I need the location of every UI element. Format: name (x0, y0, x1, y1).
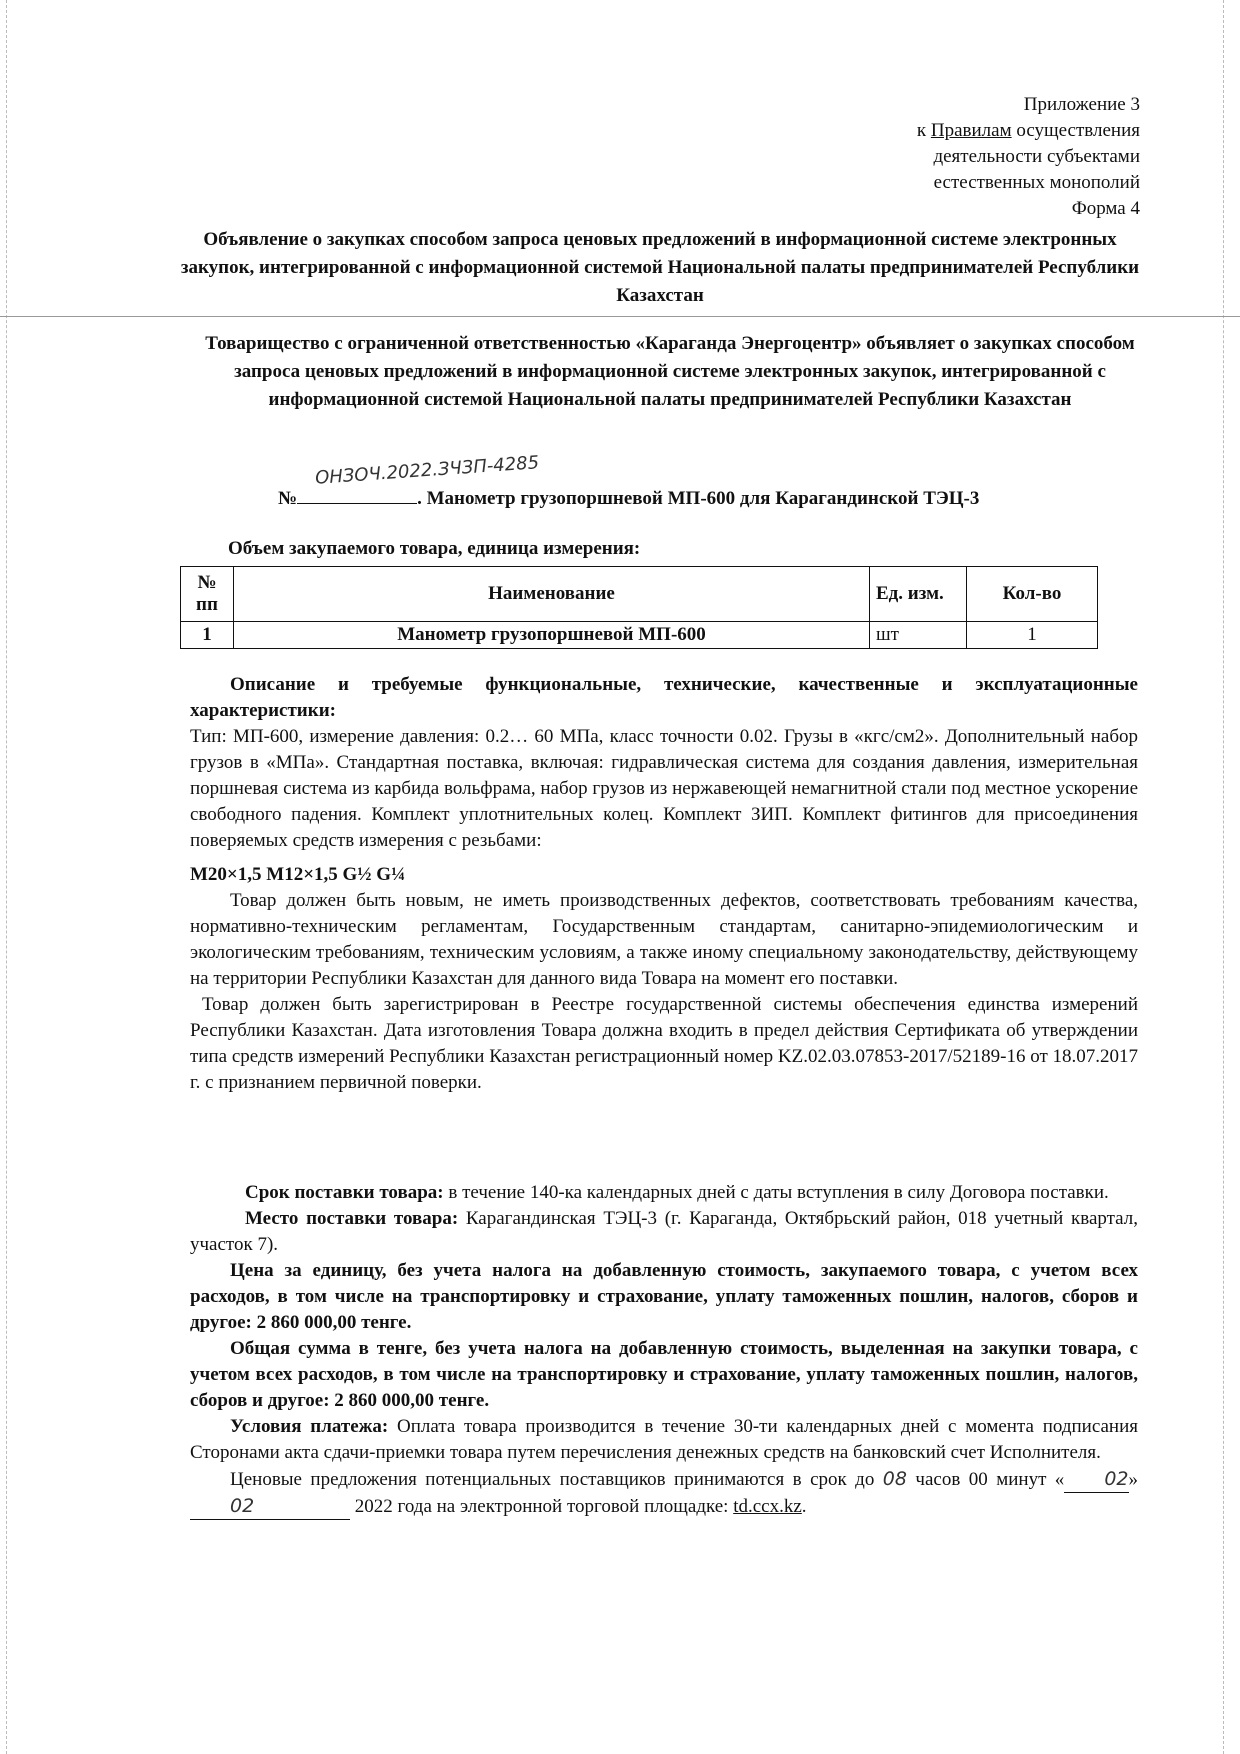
delivery-place-label: Место поставки товара: (245, 1208, 459, 1229)
form-number: Форма 4 (1071, 198, 1140, 219)
volume-heading: Объем закупаемого товара, единица измерения: (228, 538, 641, 559)
appendix-suffix: осуществления (1011, 120, 1140, 141)
payment-text: Оплата товара производится в течение 30-ти календарных дней с момента подписания Сторонами акта сдачи-приемки товара путем перечисления денежных средств на банковский счет Исполнителя. (190, 1416, 1138, 1463)
cell-name: Манометр грузопоршневой МП-600 (234, 622, 870, 649)
handwritten-lot-number: ОНЗОЧ.2022.ЗЧЗП-4285 (314, 452, 540, 489)
lot-number-blank (297, 485, 417, 504)
scan-fold-line (0, 316, 1240, 317)
header-quantity: Кол-во (967, 567, 1098, 622)
cell-unit: шт (870, 622, 967, 649)
payment-label: Условия платежа: (230, 1416, 389, 1437)
header-number: № пп (181, 567, 234, 622)
delivery-place-text: Карагандинская ТЭЦ-3 (г. Караганда, Октябрьский район, 018 учетный квартал, участок 7). (190, 1208, 1138, 1255)
appendix-line-2 (740, 118, 1140, 144)
cell-quantity: 1 (967, 622, 1098, 649)
appendix-line-4: естественных монополий (933, 172, 1140, 193)
scan-edge-left (6, 0, 9, 1754)
appendix-prefix: к (916, 120, 931, 141)
trading-platform-link[interactable]: td.ccx.kz (733, 1496, 802, 1517)
lot-number-label: № (278, 488, 298, 509)
lot-title: . Манометр грузопоршневой МП-600 для Карагандинской ТЭЦ-3 (417, 488, 980, 509)
appendix-line-1: Приложение 3 (1023, 94, 1140, 115)
deadline-part-2: часов 00 минут « (906, 1469, 1065, 1490)
thread-sizes: М20×1,5 М12×1,5 G½ G¼ (190, 864, 406, 885)
items-table (180, 566, 1098, 649)
delivery-place (190, 1206, 1138, 1258)
description-section (190, 672, 1138, 1096)
form-title: Объявление о закупках способом запроса ценовых предложений в информационной системе электронных закупок, интегрированной с информационной системой Национальной палаты предпринимателей Республики Казахстан (180, 229, 1140, 306)
delivery-term-text: в течение 140-ка календарных дней с даты вступления в силу Договора поставки. (443, 1182, 1109, 1203)
cell-number: 1 (181, 622, 234, 649)
deadline-part-4: 2022 года на электронной торговой площадке: (350, 1496, 734, 1517)
description-heading: Описание и требуемые функциональные, технические, качественные и эксплуатационные характеристики: (190, 674, 1138, 721)
deadline-month: 02 (190, 1493, 350, 1520)
delivery-term-label: Срок поставки товара: (245, 1182, 444, 1203)
company-announcement: Товарищество с ограниченной ответственностью «Караганда Энергоцентр» объявляет о закупках способом запроса ценовых предложений в информационной системе электронных закупок, интегрированной с информационной системой Национальной палаты предпринимателей Республики Казахстан (205, 333, 1135, 410)
header-unit: Ед. изм. (870, 567, 967, 622)
lot-title-line (278, 485, 1138, 512)
unit-price: Цена за единицу, без учета налога на добавленную стоимость, закупаемого товара, с учетом всех расходов, в том числе на транспортировку и страхование, уплату таможенных пошлин, налогов, сборов и другое: 2 860 000,00 тенге. (190, 1260, 1138, 1333)
header-name: Наименование (234, 567, 870, 622)
deadline-hour: 08 (882, 1468, 907, 1490)
delivery-term (190, 1180, 1138, 1206)
scan-edge-right (1223, 0, 1226, 1754)
description-text: Тип: МП-600, измерение давления: 0.2… 60 МПа, класс точности 0.02. Грузы в «кгс/см2». Дополнительный набор грузов в «МПа». Стандартная поставка, включая: гидравлическая система для создания давления, измерительная поршневая система из карбида вольфрама, набор грузов из нержавеющей немагнитной стали под местное ускорение свободного падения. Комплект уплотнительных колец. Комплект ЗИП. Комплект фитингов для присоединения поверяемых средств измерения с резьбами: (190, 726, 1138, 851)
appendix-line-3: деятельности субъектами (933, 146, 1140, 167)
submission-deadline (190, 1466, 1138, 1520)
deadline-part-5: . (801, 1496, 807, 1517)
deadline-part-3: » (1128, 1469, 1138, 1490)
rules-link[interactable]: Правилам (930, 120, 1012, 141)
quality-requirements: Товар должен быть новым, не иметь производственных дефектов, соответствовать требованиям качества, нормативно-техническим регламентам, Государственным стандартам, санитарно-эпидемиологическим и экологическим требованиям, техническим условиям, а также иному специальному законодательству, действующему на территории Республики Казахстан для данного вида Товара на момент его поставки. (190, 890, 1138, 989)
appendix-header (740, 92, 1140, 222)
payment-terms (190, 1414, 1138, 1466)
deadline-part-1: Ценовые предложения потенциальных поставщиков принимаются в срок до (230, 1469, 883, 1490)
table-row (181, 622, 1098, 649)
table-header-row (181, 567, 1098, 622)
terms-section (190, 1180, 1138, 1520)
registry-requirements: Товар должен быть зарегистрирован в Реестре государственной системы обеспечения единства измерений Республики Казахстан. Дата изготовления Товара должна входить в предел действия Сертификата об утверждении типа средств измерений Республики Казахстан регистрационный номер KZ.02.03.07853-2017/52189-16 от 18.07.2017 г. с признанием первичной поверки. (190, 994, 1138, 1093)
total-sum: Общая сумма в тенге, без учета налога на добавленную стоимость, выделенная на закупки товара, с учетом всех расходов, в том числе на транспортировку и страхование, уплату таможенных пошлин, налогов, сборов и другое: 2 860 000,00 тенге. (190, 1338, 1138, 1411)
deadline-day: 02 (1064, 1466, 1128, 1493)
